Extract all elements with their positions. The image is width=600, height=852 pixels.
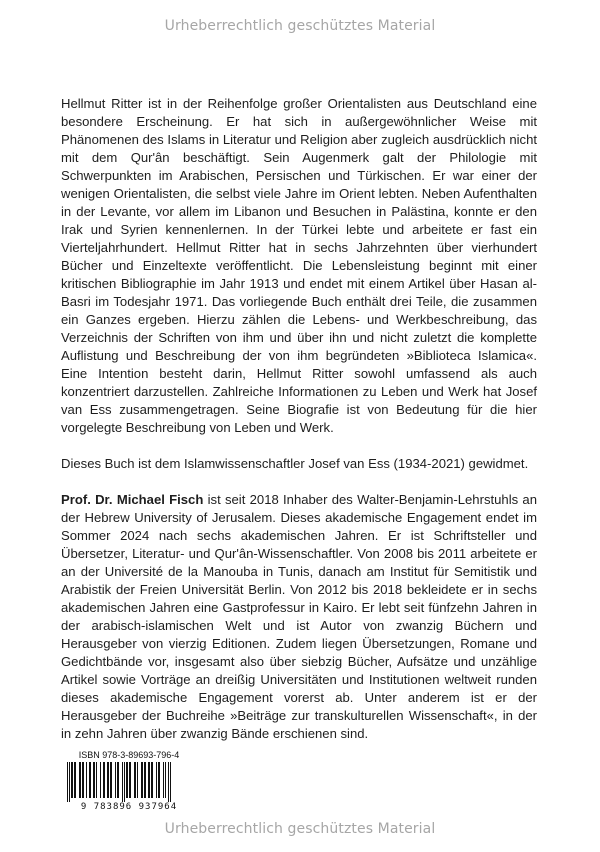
barcode-bar (163, 762, 164, 798)
barcode-bar (168, 762, 169, 802)
barcode-bar (156, 762, 157, 798)
isbn-label: ISBN 978-3-89693-796-4 (78, 750, 180, 760)
author-bio-text: ist seit 2018 Inhaber des Walter-Benjamin-Lehrstuhls an der Hebrew University of Jerusalem. Dieses akademische Engagement endet im Sommer 2024 nach sechs akademischen Jahren. Er ist Schriftsteller und Übersetzer, Literatur- und Qur'ân-Wissenschaftler. Von 2008 bis 2011 arbeitete er an der Université de la Manouba in Tunis, danach am Institut für Semitistik und Arabistik der Freien Universität Berlin. Von 2012 bis 2018 bekleidete er in sechs akademischen Jahren eine Gastprofessur in Kairo. Er lebt seit fünfzehn Jahren in der arabisch-islamischen Welt und ist Autor von zwanzig Büchern und Herausgeber von vierzig Editionen. Zudem liegen Übersetzungen, Romane und Gedichtbände vor, insgesamt also über siebzig Bücher, Aufsätze und unzählige Artikel sowie Vorträge an dreißig Universitäten und Institutionen weltweit runden dieses akademische Engagement vorerst ab. Unter anderem ist er der Herausgeber der Buchreihe »Beiträge zur transkulturellen Wissenschaft«, in der in zehn Jahren über zwanzig Bände erschienen sind. (61, 492, 537, 741)
barcode-bar (126, 762, 128, 798)
barcode-bar (115, 762, 116, 798)
copyright-watermark-bottom: Urheberrechtlich geschütztes Material (164, 821, 436, 837)
barcode-bar (71, 762, 73, 798)
copyright-watermark-top: Urheberrechtlich geschütztes Material (164, 18, 436, 34)
isbn-digits: 9 783896 937964 (80, 802, 178, 812)
barcode-bar (107, 762, 109, 798)
paragraph-author-bio (61, 491, 537, 743)
barcode-bar (158, 762, 160, 798)
barcode-bar (144, 762, 146, 798)
barcode-bar (86, 762, 87, 798)
paragraph-ritter-description: Hellmut Ritter ist in der Reihenfolge großer Orientalisten aus Deutschland eine besondere Erscheinung. Er hat sich in außergewöhnlicher Weise mit Phänomenen des Islams in Literatur und Religion aber zugleich ausdrücklich nicht mit dem Qur'ân beschäftigt. Sein Augenmerk galt der Philologie mit Schwerpunkten im Arabischen, Persischen und Türkischen. Er war einer der wenigen Orientalisten, die selbst viele Jahre im Orient lebten. Neben Aufenthalten in der Levante, vor allem im Libanon und Besuchen in Palästina, konnte er den Irak und Syrien kennenlernen. In der Türkei lebte und arbeitete er fast ein Vierteljahrhundert. Hellmut Ritter hat in sechs Jahrzehnten über vierhundert Bücher und Einzeltexte veröffentlicht. Die Lebensleistung beginnt mit einer kritischen Bibliographie im Jahr 1913 und endet mit einem Artikel über Hasan al-Basri im Todesjahr 1971. Das vorliegende Buch enthält drei Teile, die zusammen ein Ganzes ergeben. Hierzu zählen die Lebens- und Werkbeschreibung, das Verzeichnis der Schriften von ihm und über ihn und nicht zuletzt die komplette Auflistung und Beschreibung der von ihm begründeten »Biblioteca Islamica«. Eine Intention besteht darin, Hellmut Ritter sowohl umfassend als auch konzentriert darzustellen. Zahlreiche Informationen zu Leben und Werk hat Josef van Ess zusammengetragen. Seine Biografie ist von Bedeutung für die hier vorgelegte Beschreibung von Leben und Werk. (61, 96, 537, 435)
barcode-bar (100, 762, 101, 798)
barcode-bar (74, 762, 76, 798)
barcode-bar (110, 762, 112, 798)
barcode-bar (124, 762, 125, 802)
barcode-bar (93, 762, 95, 798)
barcode-bar (170, 762, 171, 802)
paragraph-dedication: Dieses Buch ist dem Islamwissenschaftler Josef van Ess (1934-2021) gewidmet. (61, 456, 529, 471)
barcode-bar (148, 762, 150, 798)
barcode-bar (117, 762, 119, 798)
isbn-barcode (61, 750, 197, 814)
barcode-bars (65, 762, 193, 802)
back-cover-text (61, 95, 537, 743)
barcode-bar (151, 762, 153, 798)
barcode-bar (134, 762, 136, 798)
barcode-bar (67, 762, 68, 802)
author-name: Prof. Dr. Michael Fisch (61, 492, 204, 507)
barcode-bar (96, 762, 97, 798)
barcode-bar (79, 762, 81, 798)
barcode-bar (89, 762, 91, 798)
barcode-bar (103, 762, 105, 798)
barcode-bar (129, 762, 131, 798)
barcode-bar (69, 762, 70, 802)
barcode-bar (137, 762, 138, 798)
barcode-bar (141, 762, 143, 798)
barcode-bar (122, 762, 123, 802)
barcode-bar (165, 762, 166, 798)
barcode-bar (82, 762, 84, 798)
